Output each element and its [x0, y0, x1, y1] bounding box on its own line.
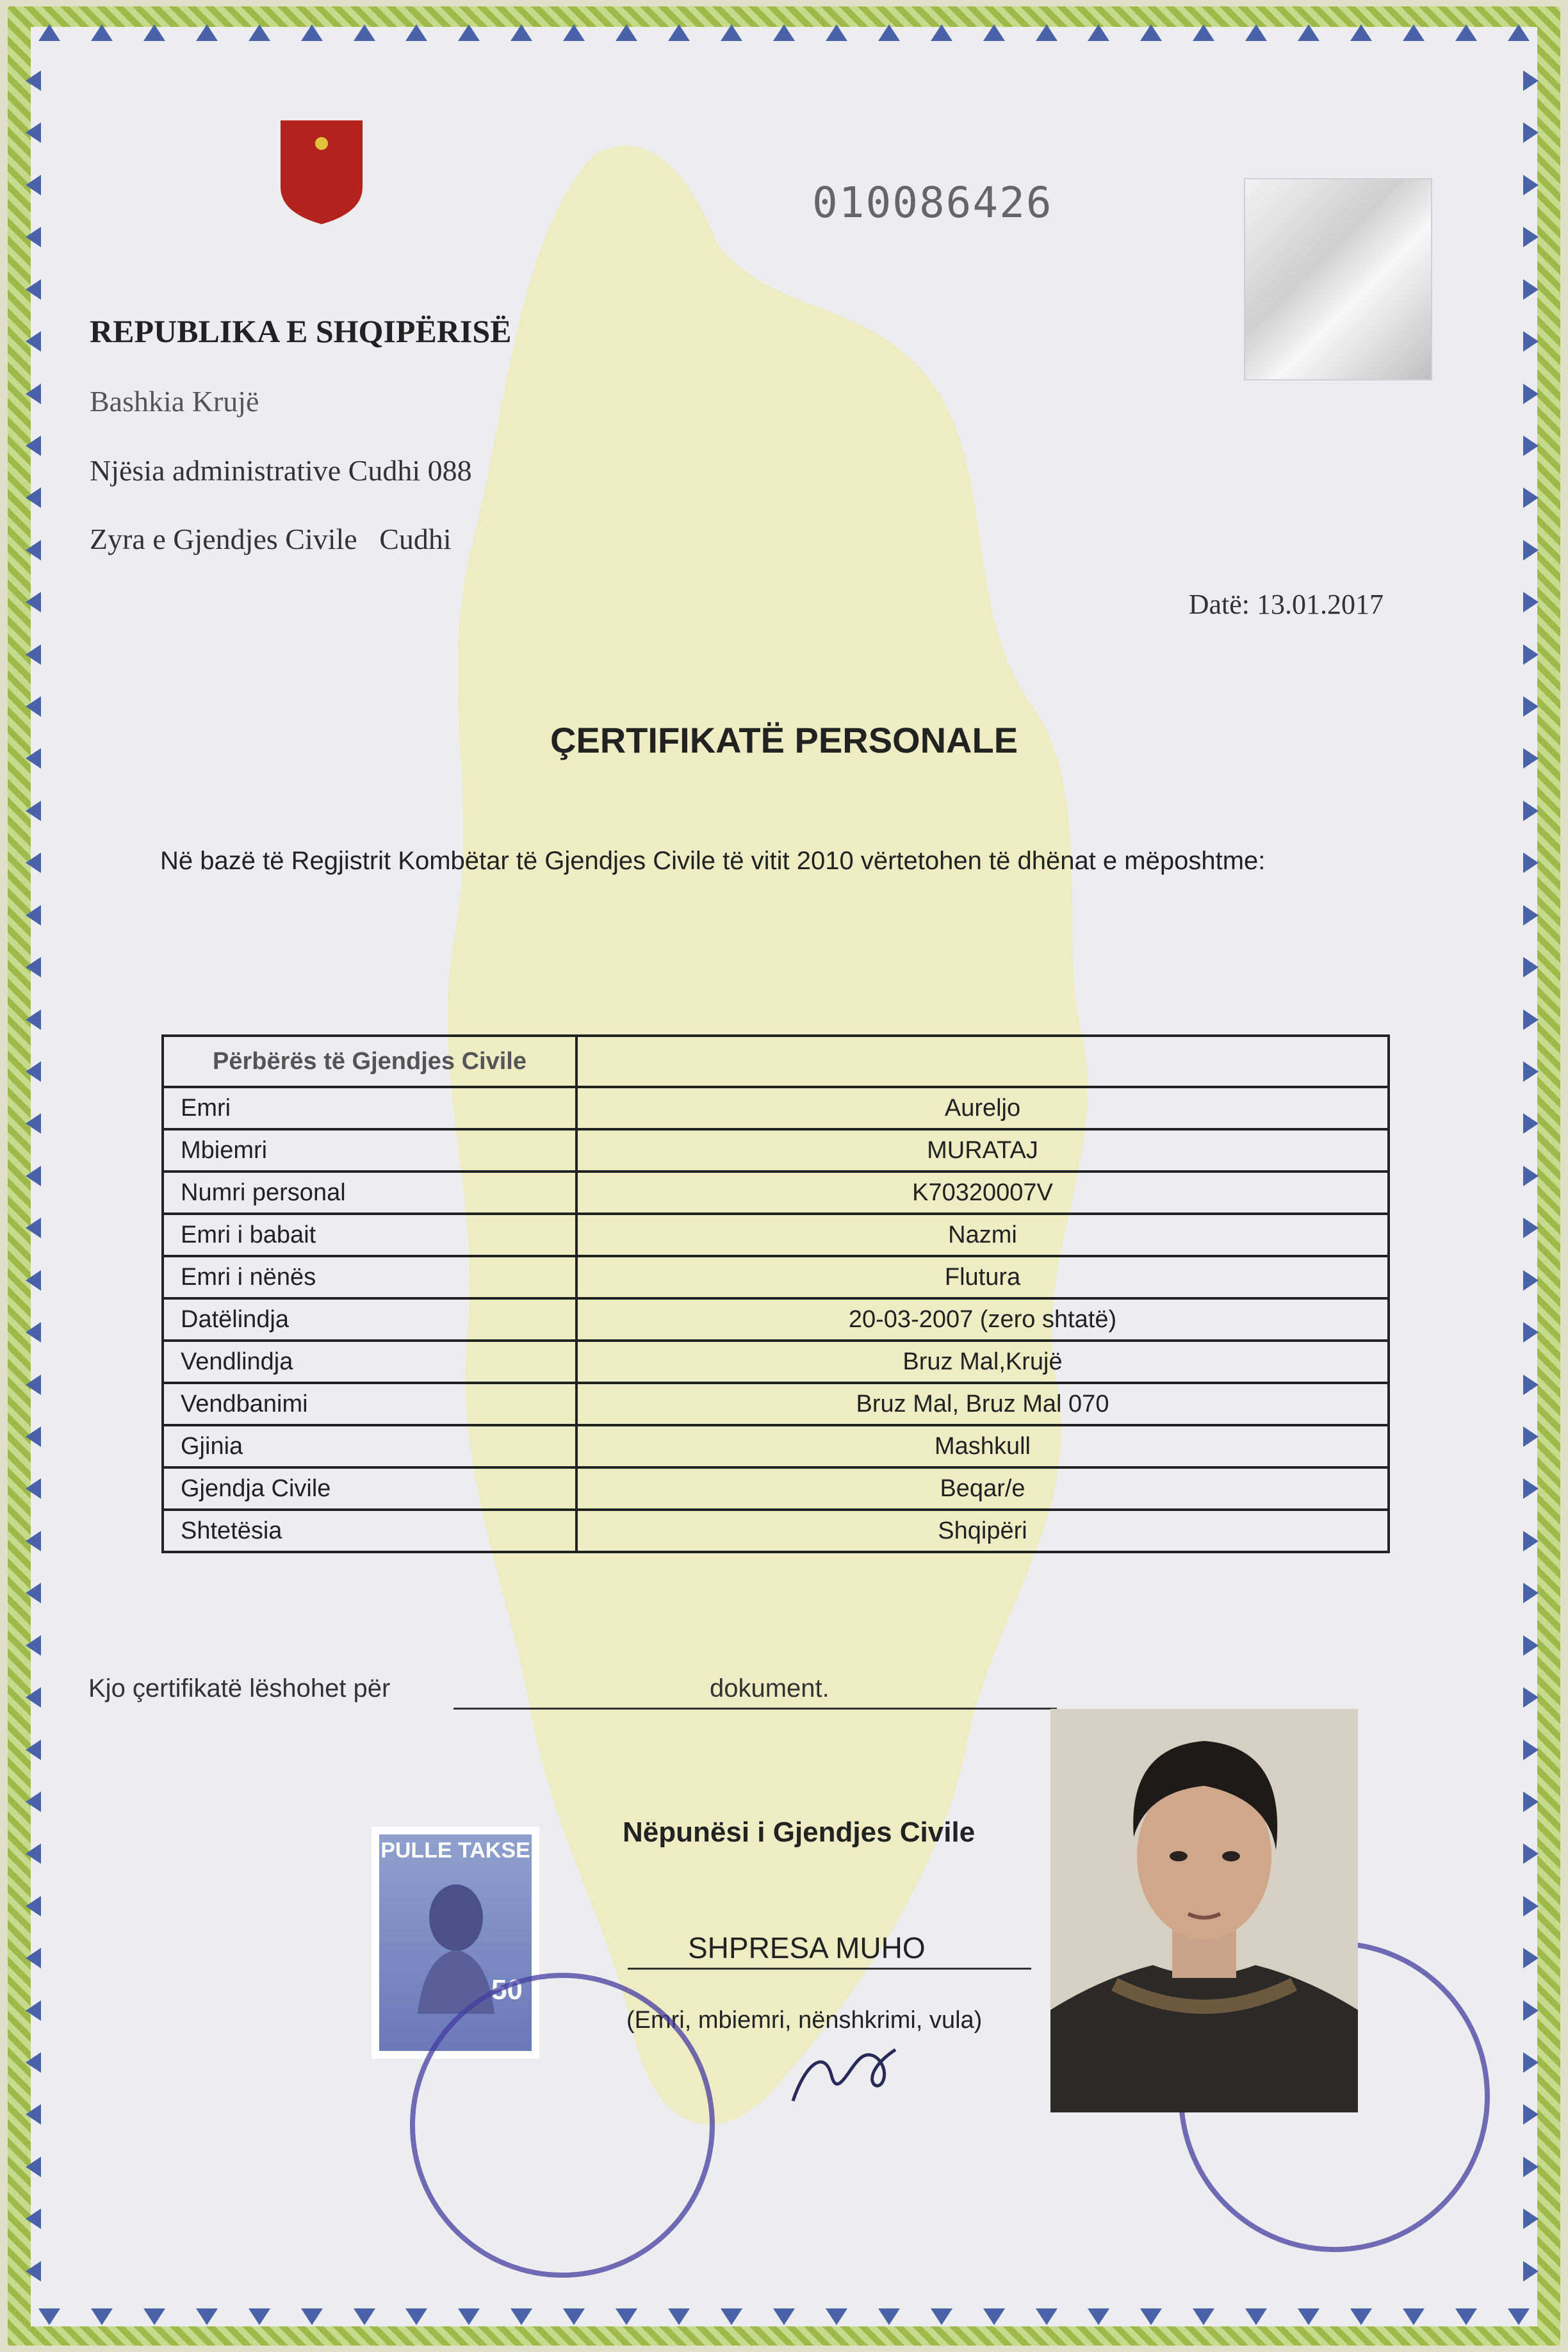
table-row: [163, 1467, 1389, 1510]
border-triangles-left: [26, 70, 45, 2282]
border-triangles-top: [38, 24, 1530, 46]
issuance-label: Kjo çertifikatë lëshohet për: [88, 1674, 391, 1703]
border-triangles-right: [1523, 70, 1542, 2282]
row-value: MURATAJ: [576, 1129, 1389, 1172]
row-label: Gjendja Civile: [163, 1467, 576, 1510]
row-label: Shtetësia: [163, 1510, 576, 1552]
civil-status-table: [161, 1034, 1390, 1553]
signature-icon: [787, 2037, 899, 2114]
row-label: Numri personal: [163, 1172, 576, 1214]
country-name: REPUBLIKA E SHQIPËRISË: [90, 313, 512, 349]
hologram-seal: [1244, 178, 1432, 380]
intro-text: Në bazë të Regjistrit Kombëtar të Gjendjes Civile të vitit 2010 vërtetohen të dhënat e mëposhtme:: [160, 847, 1266, 875]
row-value: Beqar/e: [576, 1467, 1389, 1510]
row-value: Mashkull: [576, 1425, 1389, 1467]
table-row: [163, 1383, 1389, 1425]
row-value: Flutura: [576, 1256, 1389, 1298]
row-label: Emri: [163, 1087, 576, 1129]
row-value: Aureljo: [576, 1087, 1389, 1129]
issuance-underline: [453, 1708, 1057, 1710]
row-value: K70320007V: [576, 1172, 1389, 1214]
official-caption: (Emri, mbiemri, nënshkrimi, vula): [626, 2007, 983, 2034]
table-header: Përbërës të Gjendjes Civile: [163, 1036, 576, 1087]
row-value: Nazmi: [576, 1214, 1389, 1256]
document-title: ÇERTIFIKATË PERSONALE: [550, 720, 1018, 760]
table-row: [163, 1510, 1389, 1552]
tax-stamp-value: 50: [491, 1974, 523, 2005]
row-label: Vendlindja: [163, 1341, 576, 1383]
border-triangles-bottom: [38, 2308, 1530, 2330]
table-row: [163, 1425, 1389, 1467]
row-label: Vendbanimi: [163, 1383, 576, 1425]
row-label: Gjinia: [163, 1425, 576, 1467]
person-photo-icon: [1050, 1709, 1358, 2112]
national-emblem-icon: [277, 117, 366, 227]
official-name: SHPRESA MUHO: [688, 1931, 926, 1964]
row-value: Bruz Mal,Krujë: [576, 1341, 1389, 1383]
table-row: [163, 1256, 1389, 1298]
table-header-row: [163, 1036, 1389, 1087]
official-title: Nëpunësi i Gjendjes Civile: [623, 1817, 976, 1848]
table-row: [163, 1172, 1389, 1214]
row-value: 20-03-2007 (zero shtatë): [576, 1298, 1389, 1341]
row-label: Emri i babait: [163, 1214, 576, 1256]
row-value: Bruz Mal, Bruz Mal 070: [576, 1383, 1389, 1425]
table-row: [163, 1129, 1389, 1172]
table-row: [163, 1298, 1389, 1341]
issue-date: Datë: 13.01.2017: [1188, 589, 1384, 620]
municipality: Bashkia Krujë: [90, 385, 259, 418]
admin-unit: Njësia administrative Cudhi 088: [90, 454, 472, 487]
row-label: Mbiemri: [163, 1129, 576, 1172]
table-row: [163, 1341, 1389, 1383]
row-label: Datëlindja: [163, 1298, 576, 1341]
civil-office: Zyra e Gjendjes Civile Cudhi: [90, 523, 452, 555]
table-row: [163, 1087, 1389, 1129]
holder-photo: [1050, 1709, 1358, 2112]
official-underline: [628, 1968, 1031, 1970]
official-seal-left: [410, 1973, 715, 2278]
tax-stamp-label: PULLE TAKSE: [380, 1838, 530, 1863]
row-value: Shqipëri: [576, 1510, 1389, 1552]
table-row: [163, 1214, 1389, 1256]
serial-number: 010086426: [812, 178, 1053, 227]
row-label: Emri i nënës: [163, 1256, 576, 1298]
issuance-value: dokument.: [710, 1674, 829, 1703]
